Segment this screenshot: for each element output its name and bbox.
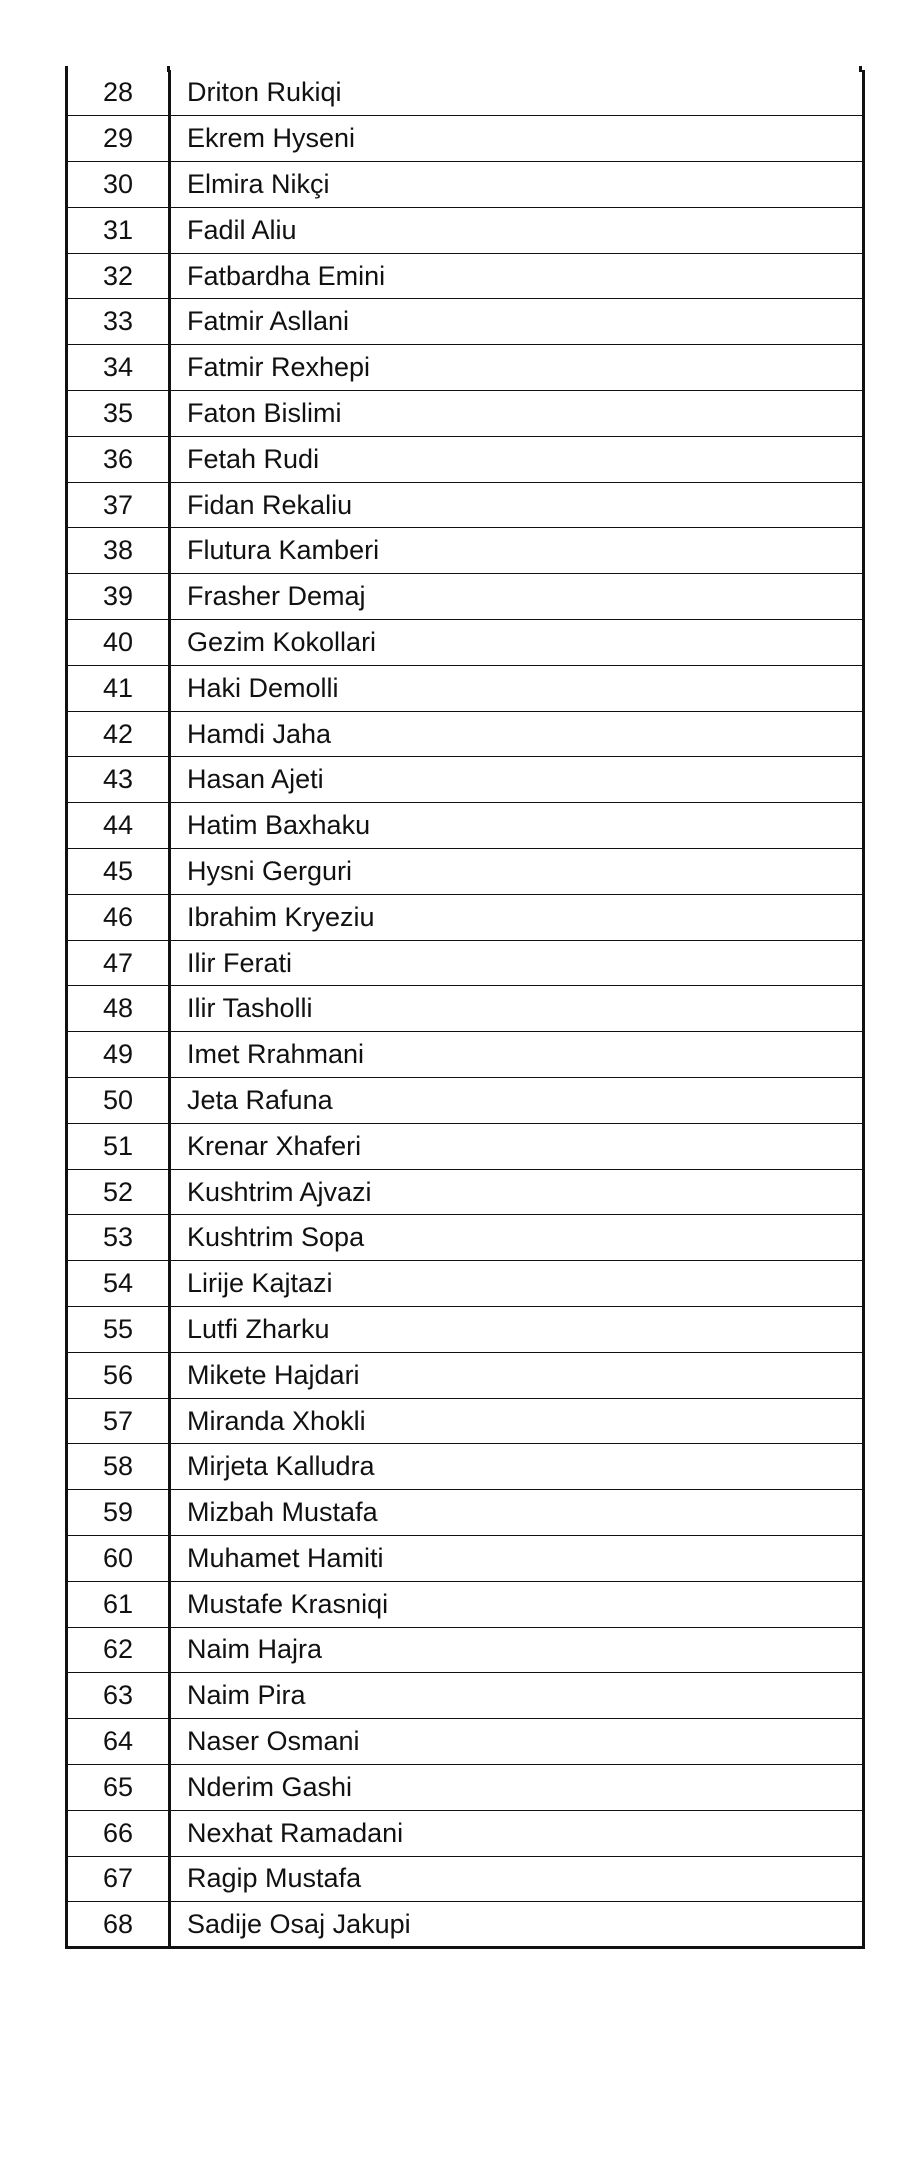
person-name: Ekrem Hyseni (170, 116, 864, 162)
person-name: Hysni Gerguri (170, 849, 864, 895)
table-row (67, 1673, 864, 1719)
row-number: 40 (67, 620, 170, 666)
row-number: 43 (67, 757, 170, 803)
person-name: Muhamet Hamiti (170, 1536, 864, 1582)
table-row (67, 1032, 864, 1078)
table-row (67, 70, 864, 116)
row-number: 28 (67, 70, 170, 116)
row-number: 35 (67, 391, 170, 437)
person-name: Ragip Mustafa (170, 1856, 864, 1902)
row-number: 62 (67, 1627, 170, 1673)
table-row (67, 1352, 864, 1398)
row-number: 60 (67, 1536, 170, 1582)
table-row (67, 528, 864, 574)
table-row (67, 299, 864, 345)
row-number: 34 (67, 345, 170, 391)
person-name: Naim Hajra (170, 1627, 864, 1673)
table-row (67, 345, 864, 391)
row-number: 59 (67, 1490, 170, 1536)
table-row (67, 803, 864, 849)
row-number: 66 (67, 1810, 170, 1856)
person-name: Nexhat Ramadani (170, 1810, 864, 1856)
row-number: 64 (67, 1719, 170, 1765)
table-row (67, 620, 864, 666)
table-row (67, 1902, 864, 1948)
person-name: Nderim Gashi (170, 1764, 864, 1810)
person-name: Elmira Nikçi (170, 162, 864, 208)
person-name: Kushtrim Ajvazi (170, 1169, 864, 1215)
row-number: 56 (67, 1352, 170, 1398)
person-name: Driton Rukiqi (170, 70, 864, 116)
row-number: 55 (67, 1307, 170, 1353)
table-row (67, 711, 864, 757)
row-number: 65 (67, 1764, 170, 1810)
row-number: 54 (67, 1261, 170, 1307)
person-name: Ilir Tasholli (170, 986, 864, 1032)
table-row (67, 1261, 864, 1307)
table-row (67, 1581, 864, 1627)
row-number: 52 (67, 1169, 170, 1215)
person-name: Krenar Xhaferi (170, 1123, 864, 1169)
table-row (67, 1536, 864, 1582)
row-number: 37 (67, 482, 170, 528)
person-name: Fadil Aliu (170, 207, 864, 253)
row-number: 49 (67, 1032, 170, 1078)
table-row (67, 1627, 864, 1673)
table-row (67, 1307, 864, 1353)
row-number: 33 (67, 299, 170, 345)
roster-table (65, 70, 865, 1949)
person-name: Faton Bislimi (170, 391, 864, 437)
table-row (67, 849, 864, 895)
table-row (67, 391, 864, 437)
person-name: Hasan Ajeti (170, 757, 864, 803)
row-number: 48 (67, 986, 170, 1032)
person-name: Mirjeta Kalludra (170, 1444, 864, 1490)
table-row (67, 1490, 864, 1536)
person-name: Frasher Demaj (170, 574, 864, 620)
table-row (67, 574, 864, 620)
person-name: Fatmir Asllani (170, 299, 864, 345)
person-name: Fatbardha Emini (170, 253, 864, 299)
person-name: Imet Rrahmani (170, 1032, 864, 1078)
table-row (67, 1398, 864, 1444)
person-name: Kushtrim Sopa (170, 1215, 864, 1261)
table-row (67, 757, 864, 803)
person-name: Naim Pira (170, 1673, 864, 1719)
row-number: 38 (67, 528, 170, 574)
table-row (67, 253, 864, 299)
row-number: 29 (67, 116, 170, 162)
person-name: Ilir Ferati (170, 940, 864, 986)
person-name: Miranda Xhokli (170, 1398, 864, 1444)
table-row (67, 940, 864, 986)
table-row (67, 894, 864, 940)
roster-table-body (67, 70, 864, 1948)
row-number: 53 (67, 1215, 170, 1261)
table-row (67, 1764, 864, 1810)
row-number: 42 (67, 711, 170, 757)
person-name: Fetah Rudi (170, 436, 864, 482)
table-row (67, 482, 864, 528)
row-number: 57 (67, 1398, 170, 1444)
table-row (67, 1123, 864, 1169)
person-name: Flutura Kamberi (170, 528, 864, 574)
person-name: Naser Osmani (170, 1719, 864, 1765)
row-number: 39 (67, 574, 170, 620)
table-row (67, 1078, 864, 1124)
person-name: Fidan Rekaliu (170, 482, 864, 528)
row-number: 41 (67, 665, 170, 711)
person-name: Haki Demolli (170, 665, 864, 711)
person-name: Ibrahim Kryeziu (170, 894, 864, 940)
person-name: Mikete Hajdari (170, 1352, 864, 1398)
row-number: 50 (67, 1078, 170, 1124)
person-name: Sadije Osaj Jakupi (170, 1902, 864, 1948)
person-name: Hatim Baxhaku (170, 803, 864, 849)
person-name: Lutfi Zharku (170, 1307, 864, 1353)
person-name: Jeta Rafuna (170, 1078, 864, 1124)
row-number: 51 (67, 1123, 170, 1169)
row-number: 36 (67, 436, 170, 482)
table-row (67, 162, 864, 208)
table-row (67, 1215, 864, 1261)
row-number: 68 (67, 1902, 170, 1948)
person-name: Mizbah Mustafa (170, 1490, 864, 1536)
table-row (67, 116, 864, 162)
row-number: 32 (67, 253, 170, 299)
table-row (67, 1810, 864, 1856)
table-row (67, 1169, 864, 1215)
row-number: 67 (67, 1856, 170, 1902)
row-number: 44 (67, 803, 170, 849)
person-name: Mustafe Krasniqi (170, 1581, 864, 1627)
row-number: 31 (67, 207, 170, 253)
person-name: Hamdi Jaha (170, 711, 864, 757)
row-number: 46 (67, 894, 170, 940)
person-name: Gezim Kokollari (170, 620, 864, 666)
table-row (67, 1856, 864, 1902)
table-row (67, 1444, 864, 1490)
table-row (67, 986, 864, 1032)
row-number: 61 (67, 1581, 170, 1627)
row-number: 45 (67, 849, 170, 895)
table-row (67, 436, 864, 482)
table-row (67, 207, 864, 253)
row-number: 63 (67, 1673, 170, 1719)
row-number: 58 (67, 1444, 170, 1490)
table-row (67, 1719, 864, 1765)
row-number: 30 (67, 162, 170, 208)
person-name: Lirije Kajtazi (170, 1261, 864, 1307)
person-name: Fatmir Rexhepi (170, 345, 864, 391)
table-row (67, 665, 864, 711)
row-number: 47 (67, 940, 170, 986)
